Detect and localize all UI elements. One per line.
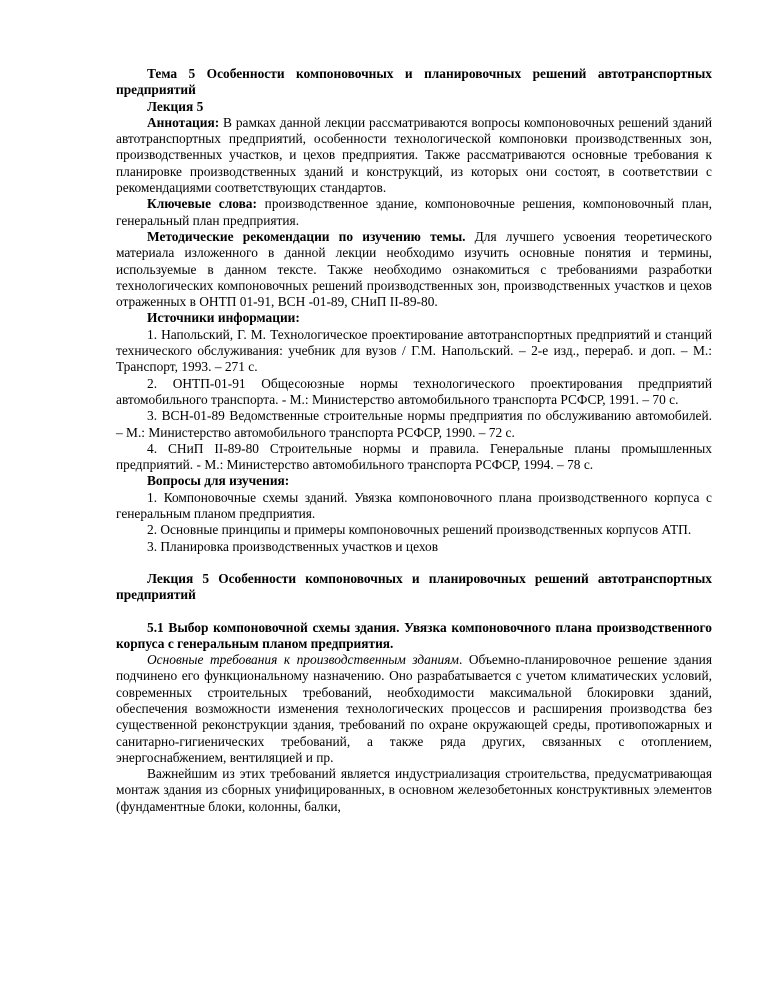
section-title: 5.1 Выбор компоновочной схемы здания. Увязка компоновочного плана производственного корпуса с генеральным планом предприятия. <box>116 619 712 651</box>
section-lead-text: . Объемно-планировочное решение здания подчинено его функциональному назначению. Оно разрабатывается с учетом климатических условий, современных строительных требований, необходимости максимальной блокировки зданий, обеспечения возможности изменения технологических процессов и расширения производства без существенной реконструкции здания, требований по охране окружающей среды, противопожарных и санитарно-гигиенических требований, а также ряда других, связанных с отоплением, энергоснабжением, вентиляцией и пр. <box>116 652 712 765</box>
method-label: Методические рекомендации по изучению темы. <box>147 228 466 244</box>
document-page <box>116 66 712 815</box>
question-item: 1. Компоновочные схемы зданий. Увязка компоновочного плана производственного корпуса с генеральным планом предприятия. <box>116 489 712 522</box>
sources-heading: Источники информации: <box>147 310 300 326</box>
question-item: 3. Планировка производственных участков и цехов <box>147 538 439 554</box>
source-item: 4. СНиП II-89-80 Строительные нормы и правила. Генеральные планы промышленных предприятий. - М.: Министерство автомобильного транспорта РСФСР, 1994. – 78 с. <box>116 440 712 473</box>
method-text: Для лучшего усвоения теоретического материала изложенного в данной лекции необходимо изучить основные понятия и термины, используемые в данном тексте. Также необходимо ознакомиться с требованиями разработки технологических компоновочных решений производственных зон, производственных участков и цехов отраженных в ОНТП 01-91, ВСН -01-89, СНиП II-89-80. <box>116 228 712 310</box>
annotation-label: Аннотация: <box>147 114 220 130</box>
method-paragraph <box>116 229 712 310</box>
section-lead-italic: Основные требования к производственным зданиям <box>147 652 459 668</box>
section-paragraph-1 <box>116 652 712 766</box>
lecture-title: Лекция 5 Особенности компоновочных и планировочных решений автотранспортных предприятий <box>116 570 712 603</box>
topic-title: Тема 5 Особенности компоновочных и планировочных решений автотранспортных предприятий <box>116 66 712 98</box>
source-item: 3. ВСН-01-89 Ведомственные строительные нормы предприятия по обслуживанию автомобилей. – М.: Министерство автомобильного транспорта РСФСР, 1990. – 72 с. <box>116 408 712 440</box>
keywords-label: Ключевые слова: <box>147 196 257 212</box>
source-item: 2. ОНТП-01-91 Общесоюзные нормы технологического проектирования предприятий автомобильного транспорта. - М.: Министерство автомобильного транспорта РСФСР, 1991. – 70 с. <box>116 375 712 407</box>
annotation-text: В рамках данной лекции рассматриваются вопросы компоновочных решений зданий автотранспортных предприятий, особенности технологической компоновки производственных зон, производственных участков, и цехов предприятия. Также рассматриваются основные требования к планировке производственных зданий и конструкций, из которых они состоят, в соответствии с рекомендациями соответствующих стандартов. <box>116 114 712 196</box>
annotation-paragraph <box>116 115 712 196</box>
section-paragraph-2: Важнейшим из этих требований является индустриализация строительства, предусматривающая монтаж здания из сборных унифицированных, в основном железобетонных конструктивных элементов (фундаментные блоки, колонны, балки, <box>116 766 712 814</box>
keywords-paragraph <box>116 196 712 229</box>
topic-lecture: Лекция 5 <box>147 98 204 114</box>
question-item: 2. Основные принципы и примеры компоновочных решений производственных корпусов АТП. <box>147 522 692 538</box>
keywords-text: производственное здание, компоновочные решения, компоновочный план, генеральный план предприятия. <box>116 196 712 228</box>
questions-heading: Вопросы для изучения: <box>147 473 290 489</box>
source-item: 1. Напольский, Г. М. Технологическое проектирование автотранспортных предприятий и станций технического обслуживания: учебник для вузов / Г.М. Напольский. – 2-е изд., перераб. и доп. – М.: Транспорт, 1993. – 271 с. <box>116 326 712 375</box>
